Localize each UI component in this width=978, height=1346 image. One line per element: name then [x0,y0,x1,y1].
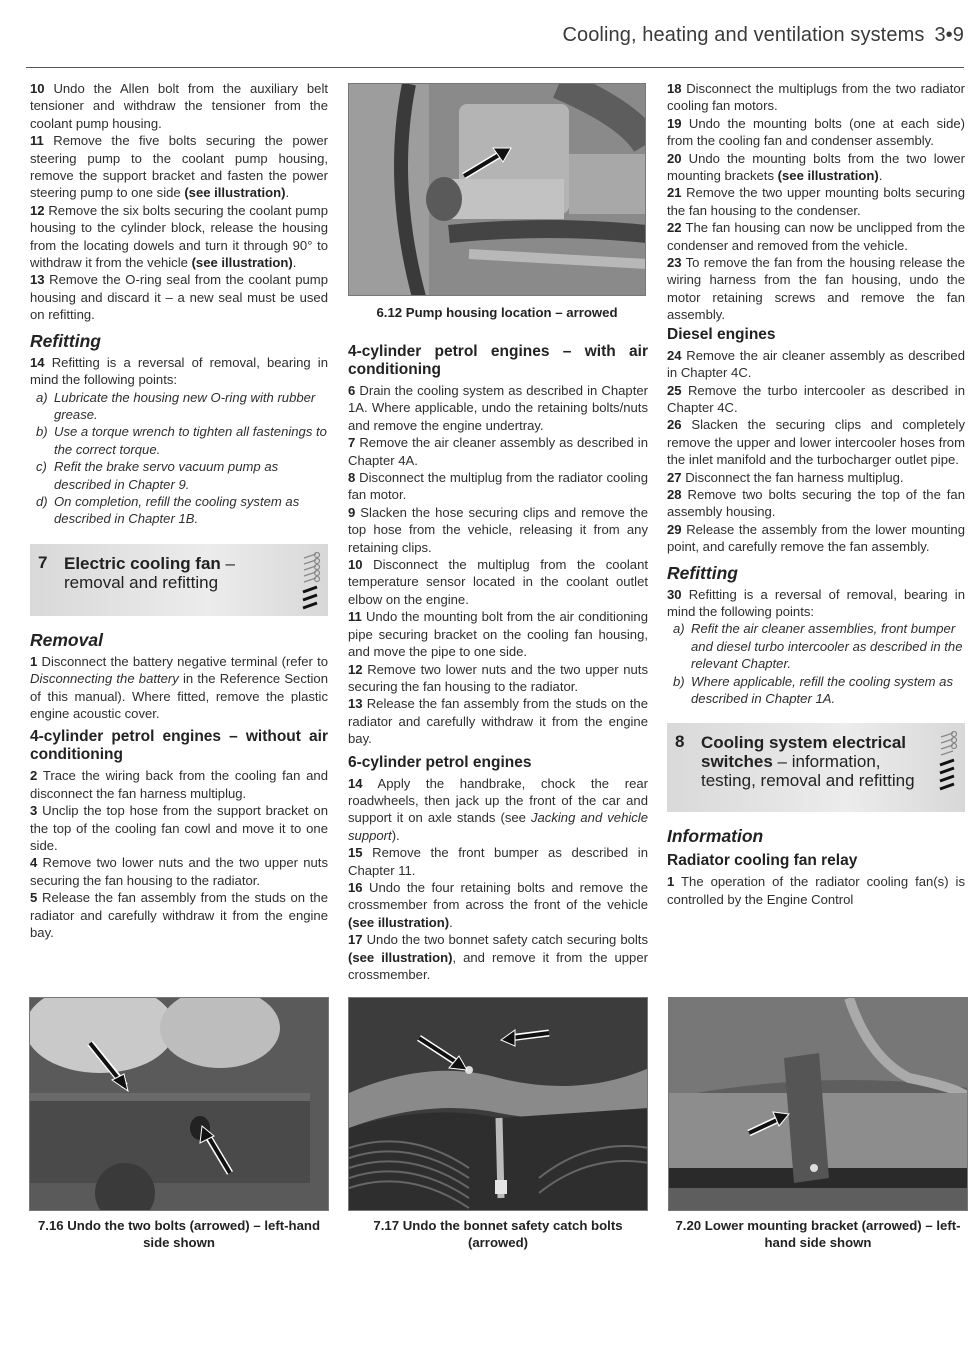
page-number: 3•9 [934,24,964,46]
list-item: a) Refit the air cleaner assemblies, front bumper and diesel turbo intercooler as described in the relevant Chapter. [673,621,963,672]
list-item: b) Where applicable, refill the cooling system as described in Chapter 1A. [673,673,953,706]
paragraph-11: 11 Undo the mounting bolt from the air conditioning pipe securing bracket on the cooling fan housing, and move the pipe to one side. [348,609,648,660]
column-1 [30,80,328,941]
paragraph-24: 24 Remove the air cleaner assembly as described in Chapter 4C. [667,347,965,381]
refitting-heading: Refitting [30,330,101,351]
paragraph-11: 11 Remove the five bolts securing the power steering pump to the coolant pump housing, remove the support bracket and fasten the power steering pump to one side (see illustration). [30,133,328,201]
paragraph-8: 8 Disconnect the multiplug from the radiator cooling fan motor. [348,470,648,503]
paragraph-9: 9 Slacken the hose securing clips and remove the top hose from the vehicle, releasing it from any retaining clips. [348,504,648,555]
figure-caption-7-17: 7.17 Undo the bonnet safety catch bolts (arrowed) [373,1218,623,1250]
subheading-4cyl-with-ac: 4-cylinder petrol engines – with air conditioning [348,343,648,378]
figure-caption-7-20: 7.20 Lower mounting bracket (arrowed) – left-hand side shown [675,1218,961,1250]
spanner-difficulty-icon [300,552,322,612]
section-8-heading-box [667,723,965,812]
running-head [562,24,964,47]
paragraph-27: 27 Disconnect the fan harness multiplug. [667,469,904,485]
paragraph-28: 28 Remove two bolts securing the top of the fan assembly housing. [667,486,965,520]
paragraph-18: 18 Disconnect the multiplugs from the two radiator cooling fan motors. [667,81,965,114]
paragraph-19: 19 Undo the mounting bolts (one at each side) from the cooling fan and condenser assembly. [667,115,965,149]
paragraph-12: 12 Remove the six bolts securing the coolant pump housing to the cylinder block, release the housing from the locating dowels and turn it through 90° to withdraw it from the vehicle (see illustration). [30,202,328,271]
paragraph-3: 3 Unclip the top hose from the support bracket on the top of the cooling fan cowl and move it to one side. [30,803,328,853]
paragraph-14: 14 Refitting is a reversal of removal, bearing in mind the following points: [30,354,328,388]
paragraph-25: 25 Remove the turbo intercooler as described in Chapter 4C. [667,382,965,415]
list-item: b) Use a torque wrench to tighten all fastenings to the correct torque. [36,424,327,457]
removal-heading: Removal [30,629,103,650]
figure-caption-6-12: 6.12 Pump housing location – arrowed [376,305,618,320]
section-number: 7 [38,552,48,572]
paragraph-22: 22 The fan housing can now be unclipped from the condenser and removed from the vehicle. [667,220,965,253]
column-2 [348,343,648,983]
photo-lower-mounting-bracket [668,997,968,1211]
paragraph-15: 15 Remove the front bumper as described in Chapter 11. [348,845,648,878]
paragraph-12: 12 Remove two lower nuts and the two upper nuts securing the fan housing to the radiator. [348,661,648,694]
subheading-diesel: Diesel engines [667,325,776,343]
paragraph-17: 17 Undo the two bonnet safety catch securing bolts (see illustration), and remove it from the upper crossmember. [348,932,648,982]
refitting-points-list [671,620,965,707]
paragraph-23: 23 To remove the fan from the housing release the wiring harness from the fan housing, undo the motor retaining screws and remove the fan assembly. [667,255,965,323]
paragraph-2: 2 Trace the wiring back from the cooling fan and disconnect the fan harness multiplug. [30,768,328,801]
subheading-4cyl-without-ac: 4-cylinder petrol engines – without air conditioning [30,728,328,764]
paragraph-1: 1 The operation of the radiator cooling fan(s) is controlled by the Engine Control [667,874,965,907]
illustration-reference: (see illustration) [348,914,450,930]
paragraph-30: 30 Refitting is a reversal of removal, bearing in mind the following points: [667,586,965,619]
subheading-fan-relay: Radiator cooling fan relay [667,852,858,870]
paragraph-7: 7 Remove the air cleaner assembly as described in Chapter 4A. [348,435,648,468]
section-number: 8 [675,732,685,752]
spanner-difficulty-icon [937,731,959,791]
section-title: Cooling system electrical switches – information, testing, removal and refitting [701,733,915,791]
illustration-reference: (see illustration) [191,255,293,271]
photo-bonnet-catch-bolts [348,997,648,1211]
chapter-title: Cooling, heating and ventilation systems [562,24,925,46]
section-title: Electric cooling fan – removal and refitting [64,553,235,592]
refitting-points-list [34,389,328,528]
subheading-6cyl: 6-cylinder petrol engines [348,753,532,771]
paragraph-14: 14 Apply the handbrake, chock the rear roadwheels, then jack up the front of the car and support it on axle stands (see Jacking and vehicle support). [348,775,649,843]
paragraph-5: 5 Release the fan assembly from the studs on the radiator and carefully withdraw it from the engine bay. [30,890,328,941]
paragraph-13: 13 Remove the O-ring seal from the coolant pump housing and discard it – a new seal must be used on refitting. [30,272,328,323]
list-item: c) Refit the brake servo vacuum pump as described in Chapter 9. [36,459,279,492]
information-heading: Information [667,826,764,847]
paragraph-21: 21 Remove the two upper mounting bolts securing the fan housing to the condenser. [667,185,965,218]
paragraph-20: 20 Undo the mounting bolts from the two lower mounting brackets (see illustration). [667,150,965,184]
illustration-reference: (see illustration) [184,185,286,201]
paragraph-4: 4 Remove two lower nuts and the two upper nuts securing the fan housing to the radiator. [30,855,328,888]
paragraph-29: 29 Release the assembly from the lower mounting point, and carefully remove the fan assembly. [667,521,965,555]
list-item: d) On completion, refill the cooling system as described in Chapter 1B. [36,493,300,527]
photo-pump-housing [348,83,646,296]
paragraph-13: 13 Release the fan assembly from the studs on the radiator and carefully withdraw it from the engine bay. [348,696,648,747]
list-item: a) Lubricate the housing new O-ring with rubber grease. [36,389,316,422]
paragraph-16: 16 Undo the four retaining bolts and remove the crossmember from across the front of the vehicle (see illustration). [348,879,648,930]
illustration-reference: (see illustration) [777,168,879,184]
paragraph-1: 1 Disconnect the battery negative terminal (refer to Disconnecting the battery in the Reference Section of this manual). Where fitted, remove the plastic engine acoustic cover. [30,653,328,721]
paragraph-6: 6 Drain the cooling system as described in Chapter 1A. Where applicable, undo the retaining bolts/nuts and remove the engine undertray. [348,383,648,433]
column-3 [667,80,965,908]
refitting-heading: Refitting [667,562,738,583]
section-7-heading-box [30,544,328,616]
paragraph-10: 10 Disconnect the multiplug from the coolant temperature sensor located in the coolant outlet elbow on the engine. [348,557,648,607]
photo-crossmember-bolts [29,997,329,1211]
figure-caption-7-16: 7.16 Undo the two bolts (arrowed) – left-hand side shown [37,1218,321,1250]
page-header [26,18,964,68]
paragraph-10: 10 Undo the Allen bolt from the auxiliary belt tensioner and withdraw the tensioner from the coolant pump housing. [30,81,328,131]
paragraph-26: 26 Slacken the securing clips and completely remove the upper and lower intercooler hoses from the inlet manifold and the turbocharger outlet pipe. [667,417,965,468]
illustration-reference: (see illustration) [348,949,453,965]
